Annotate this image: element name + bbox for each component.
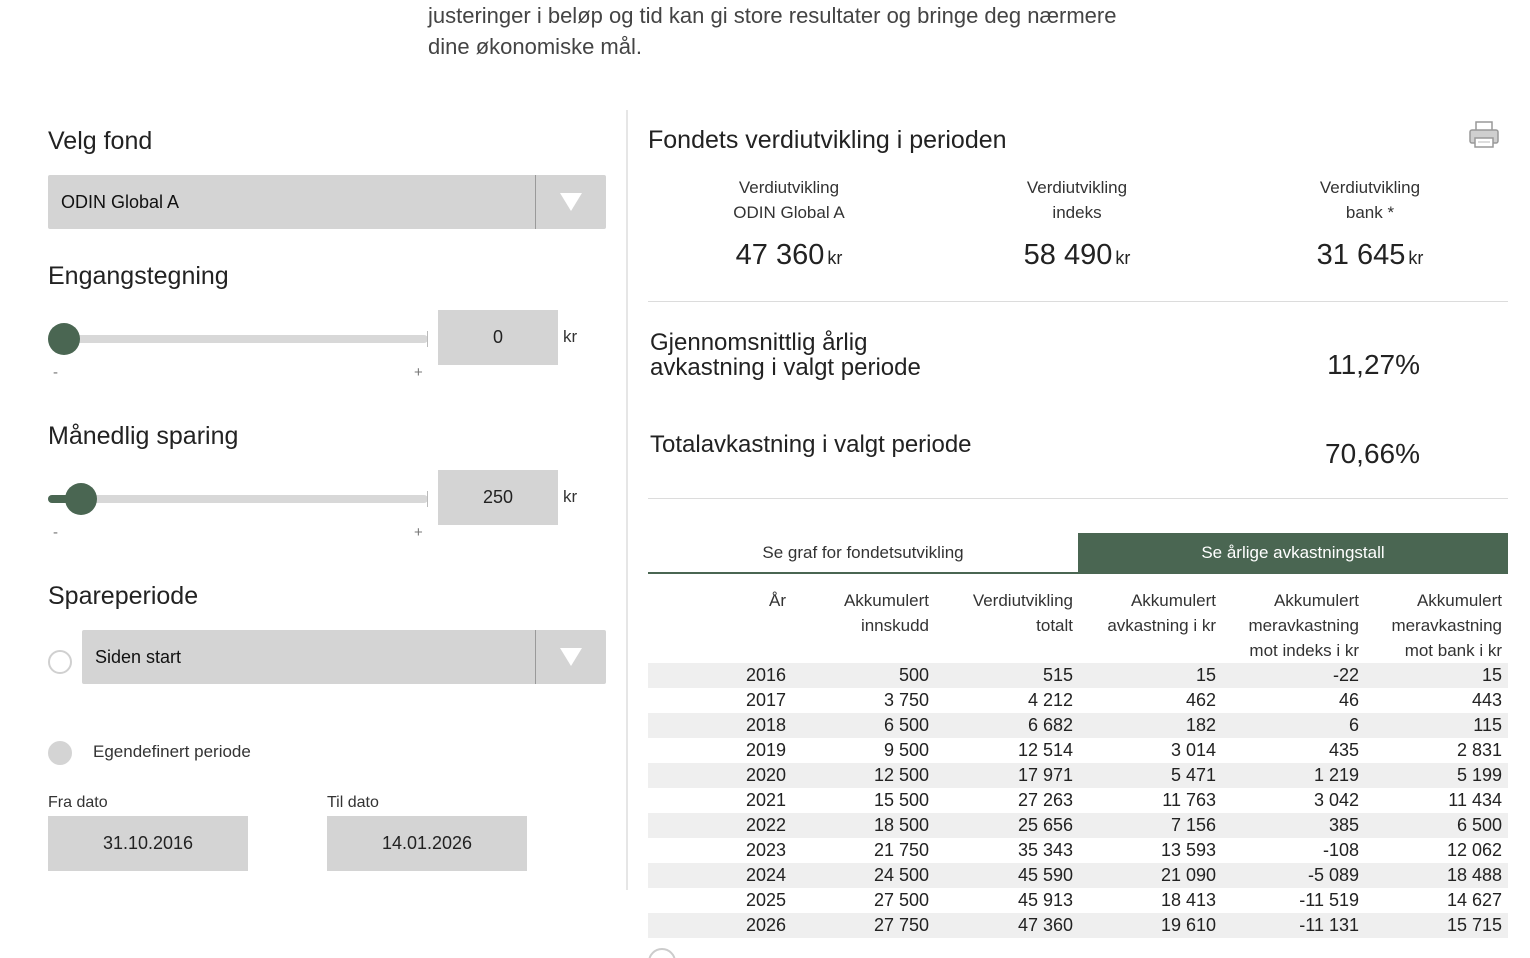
table-cell: 12 514 — [1017, 740, 1073, 760]
column-header — [1222, 588, 1365, 663]
table-cell: 15 500 — [873, 790, 929, 810]
column-header-line: År — [769, 591, 786, 610]
table-cell: 11 763 — [1162, 790, 1216, 810]
column-header — [1079, 588, 1222, 663]
stat-label-line1: Verdiutvikling — [738, 178, 840, 197]
table-cell: -11 519 — [1299, 890, 1359, 910]
table-cell: 4 212 — [1027, 690, 1073, 710]
stat-label-line2: bank * — [1345, 203, 1395, 222]
table-cell: -108 — [1322, 840, 1359, 860]
info-icon[interactable] — [648, 948, 676, 958]
table-row — [648, 713, 1508, 738]
table-cell: 27 750 — [792, 913, 935, 938]
column-header-line: avkastning i kr — [1107, 616, 1216, 635]
avg-return-label-line1: Gjennomsnittlig årlig — [650, 329, 868, 356]
table-cell: 1 219 — [1222, 763, 1365, 788]
table-cell: 13 593 — [1160, 840, 1216, 860]
table-cell: -22 — [1222, 663, 1365, 688]
table-row — [648, 738, 1508, 763]
table-cell: 3 042 — [1313, 790, 1359, 810]
table-cell: 14 627 — [1446, 890, 1502, 910]
to-date-input[interactable]: 14.01.2026 — [327, 816, 527, 871]
period-select-value: Siden start — [95, 646, 182, 667]
table-cell: 12 500 — [792, 763, 935, 788]
table-cell: 11 434 — [1448, 790, 1502, 810]
yearly-returns-table — [648, 588, 1508, 938]
table-row — [648, 813, 1508, 838]
stat-label-line1: Verdiutvikling — [1319, 178, 1421, 197]
table-cell: 21 750 — [873, 840, 929, 860]
slider-end-tick — [427, 331, 428, 347]
monthly-slider[interactable] — [48, 482, 428, 516]
minus-label: - — [53, 524, 58, 541]
column-header-line: innskudd — [860, 616, 929, 635]
dropdown-arrow-icon[interactable] — [536, 630, 606, 684]
table-cell: 2024 — [648, 863, 792, 888]
table-row — [648, 788, 1508, 813]
table-cell: 27 263 — [1017, 790, 1073, 810]
custom-period-label: Egendefinert periode — [93, 742, 251, 761]
lump-sum-unit: kr — [563, 327, 578, 346]
table-cell: 2018 — [648, 713, 792, 738]
table-cell: 46 — [1338, 690, 1359, 710]
table-cell: -5 089 — [1222, 863, 1365, 888]
table-cell: 27 500 — [873, 890, 929, 910]
stat-value: 31 645 — [1316, 239, 1406, 271]
monthly-input[interactable]: 250 — [438, 470, 558, 525]
table-cell: 15 — [1365, 663, 1508, 688]
total-return-value: 70,66% — [1325, 438, 1420, 469]
fund-select[interactable] — [48, 175, 606, 229]
plus-label: + — [414, 524, 423, 541]
table-row — [648, 663, 1508, 688]
table-cell: 385 — [1222, 813, 1365, 838]
table-cell: 21 090 — [1079, 863, 1222, 888]
table-cell: 515 — [935, 663, 1079, 688]
table-cell: 19 610 — [1079, 913, 1222, 938]
table-cell: 2022 — [648, 813, 792, 838]
stat-label-line2: ODIN Global A — [733, 203, 845, 222]
table-cell: 45 590 — [935, 863, 1079, 888]
intro-text: justeringer i beløp og tid kan gi store resultater og bringe deg nærmere dine økonomiske mål. — [428, 3, 1117, 59]
tab-graph[interactable]: Se graf for fondetsutvikling — [648, 533, 1078, 572]
panel-divider — [626, 110, 628, 890]
avg-return-label — [650, 330, 921, 380]
radio-custom-period[interactable] — [48, 741, 72, 765]
table-cell: 24 500 — [792, 863, 935, 888]
table-cell: 18 488 — [1365, 863, 1508, 888]
table-cell: 45 913 — [1017, 890, 1073, 910]
table-cell: 6 500 — [792, 713, 935, 738]
table-cell: 18 500 — [792, 813, 935, 838]
table-cell: 18 413 — [1160, 890, 1216, 910]
fund-label: Velg fond — [48, 127, 153, 155]
column-header-line: mot bank i kr — [1404, 641, 1502, 660]
stat-unit: kr — [827, 248, 843, 268]
separator — [648, 498, 1508, 499]
table-cell: 9 500 — [883, 740, 929, 760]
table-cell: 25 656 — [935, 813, 1079, 838]
table-cell: 35 343 — [1017, 840, 1073, 860]
table-cell: 182 — [1079, 713, 1222, 738]
from-date-label: Fra dato — [48, 794, 108, 811]
table-cell: 12 062 — [1446, 840, 1502, 860]
table-cell: 2023 — [745, 840, 786, 860]
table-cell: 2019 — [745, 740, 786, 760]
table-cell: 115 — [1365, 713, 1508, 738]
column-header-line: meravkastning — [1391, 616, 1502, 635]
column-header-line: Verdiutvikling — [972, 591, 1073, 610]
results-title: Fondets verdiutvikling i perioden — [648, 126, 1007, 154]
table-row — [648, 888, 1508, 913]
column-header — [1365, 588, 1508, 663]
result-tabs — [648, 533, 1508, 574]
stat-label-line1: Verdiutvikling — [1026, 178, 1128, 197]
from-date-input[interactable]: 31.10.2016 — [48, 816, 248, 871]
slider-thumb[interactable] — [48, 323, 80, 355]
stat-unit: kr — [1408, 248, 1424, 268]
table-cell: 3 014 — [1170, 740, 1216, 760]
stat-label-line2: indeks — [1052, 203, 1102, 222]
table-row — [648, 763, 1508, 788]
column-header — [648, 588, 792, 663]
stat-index — [932, 175, 1222, 272]
table-row — [648, 913, 1508, 938]
table-cell: 5 199 — [1365, 763, 1508, 788]
lump-sum-label: Engangstegning — [48, 262, 229, 290]
avg-return-label-line2: avkastning i valgt periode — [650, 354, 921, 381]
column-header-line: Akkumulert — [843, 591, 929, 610]
table-cell: 3 750 — [883, 690, 929, 710]
column-header — [792, 588, 935, 663]
fund-select-value: ODIN Global A — [61, 191, 180, 212]
radio-since-start[interactable] — [48, 650, 72, 674]
table-cell: 2016 — [648, 663, 792, 688]
table-cell: 6 682 — [935, 713, 1079, 738]
table-cell: 2021 — [745, 790, 786, 810]
column-header-line: totalt — [1036, 616, 1073, 635]
plus-label: + — [414, 364, 423, 381]
table-cell: 443 — [1471, 690, 1502, 710]
stat-unit: kr — [1115, 248, 1131, 268]
lump-sum-slider[interactable] — [48, 322, 428, 356]
period-select[interactable] — [82, 630, 606, 684]
avg-return-value: 11,27% — [1327, 349, 1420, 380]
table-cell: 462 — [1185, 690, 1216, 710]
table-cell: 435 — [1328, 740, 1359, 760]
table-cell: -11 131 — [1222, 913, 1365, 938]
tab-yearly[interactable]: Se årlige avkastningstall — [1078, 533, 1508, 572]
stat-value: 58 490 — [1023, 239, 1113, 271]
monthly-label: Månedlig sparing — [48, 422, 239, 450]
table-cell: 500 — [792, 663, 935, 688]
column-header-line: Akkumulert — [1130, 591, 1216, 610]
to-date-label: Til dato — [327, 794, 379, 811]
table-row — [648, 838, 1508, 863]
print-icon[interactable] — [1468, 120, 1500, 150]
table-cell: 47 360 — [935, 913, 1079, 938]
table-row — [648, 863, 1508, 888]
column-header-line: Akkumulert — [1416, 591, 1502, 610]
table-header-row — [648, 588, 1508, 663]
slider-thumb[interactable] — [65, 483, 97, 515]
table-cell: 15 — [1079, 663, 1222, 688]
table-cell: 6 — [1222, 713, 1365, 738]
table-cell: 2020 — [648, 763, 792, 788]
minus-label: - — [53, 364, 58, 381]
slider-track[interactable] — [48, 495, 428, 503]
table-cell: 7 156 — [1079, 813, 1222, 838]
table-row — [648, 688, 1508, 713]
column-header-line: mot indeks i kr — [1249, 641, 1359, 660]
stat-bank — [1225, 175, 1515, 272]
slider-end-tick — [427, 491, 428, 507]
table-cell: 2025 — [745, 890, 786, 910]
stat-fund — [644, 175, 934, 272]
table-cell: 2 831 — [1456, 740, 1502, 760]
table-cell: 15 715 — [1365, 913, 1508, 938]
table-cell: 5 471 — [1079, 763, 1222, 788]
stat-value: 47 360 — [735, 239, 825, 271]
table-cell: 2026 — [648, 913, 792, 938]
slider-track[interactable] — [48, 335, 428, 343]
column-header-line: meravkastning — [1248, 616, 1359, 635]
column-header-line: Akkumulert — [1273, 591, 1359, 610]
total-return-label: Totalavkastning i valgt periode — [650, 431, 972, 458]
table-cell: 6 500 — [1365, 813, 1508, 838]
column-header — [935, 588, 1079, 663]
dropdown-arrow-icon[interactable] — [536, 175, 606, 229]
table-cell: 2017 — [745, 690, 786, 710]
separator — [648, 301, 1508, 302]
period-label: Spareperiode — [48, 582, 199, 610]
table-cell: 17 971 — [935, 763, 1079, 788]
lump-sum-input[interactable]: 0 — [438, 310, 558, 365]
monthly-unit: kr — [563, 487, 578, 506]
